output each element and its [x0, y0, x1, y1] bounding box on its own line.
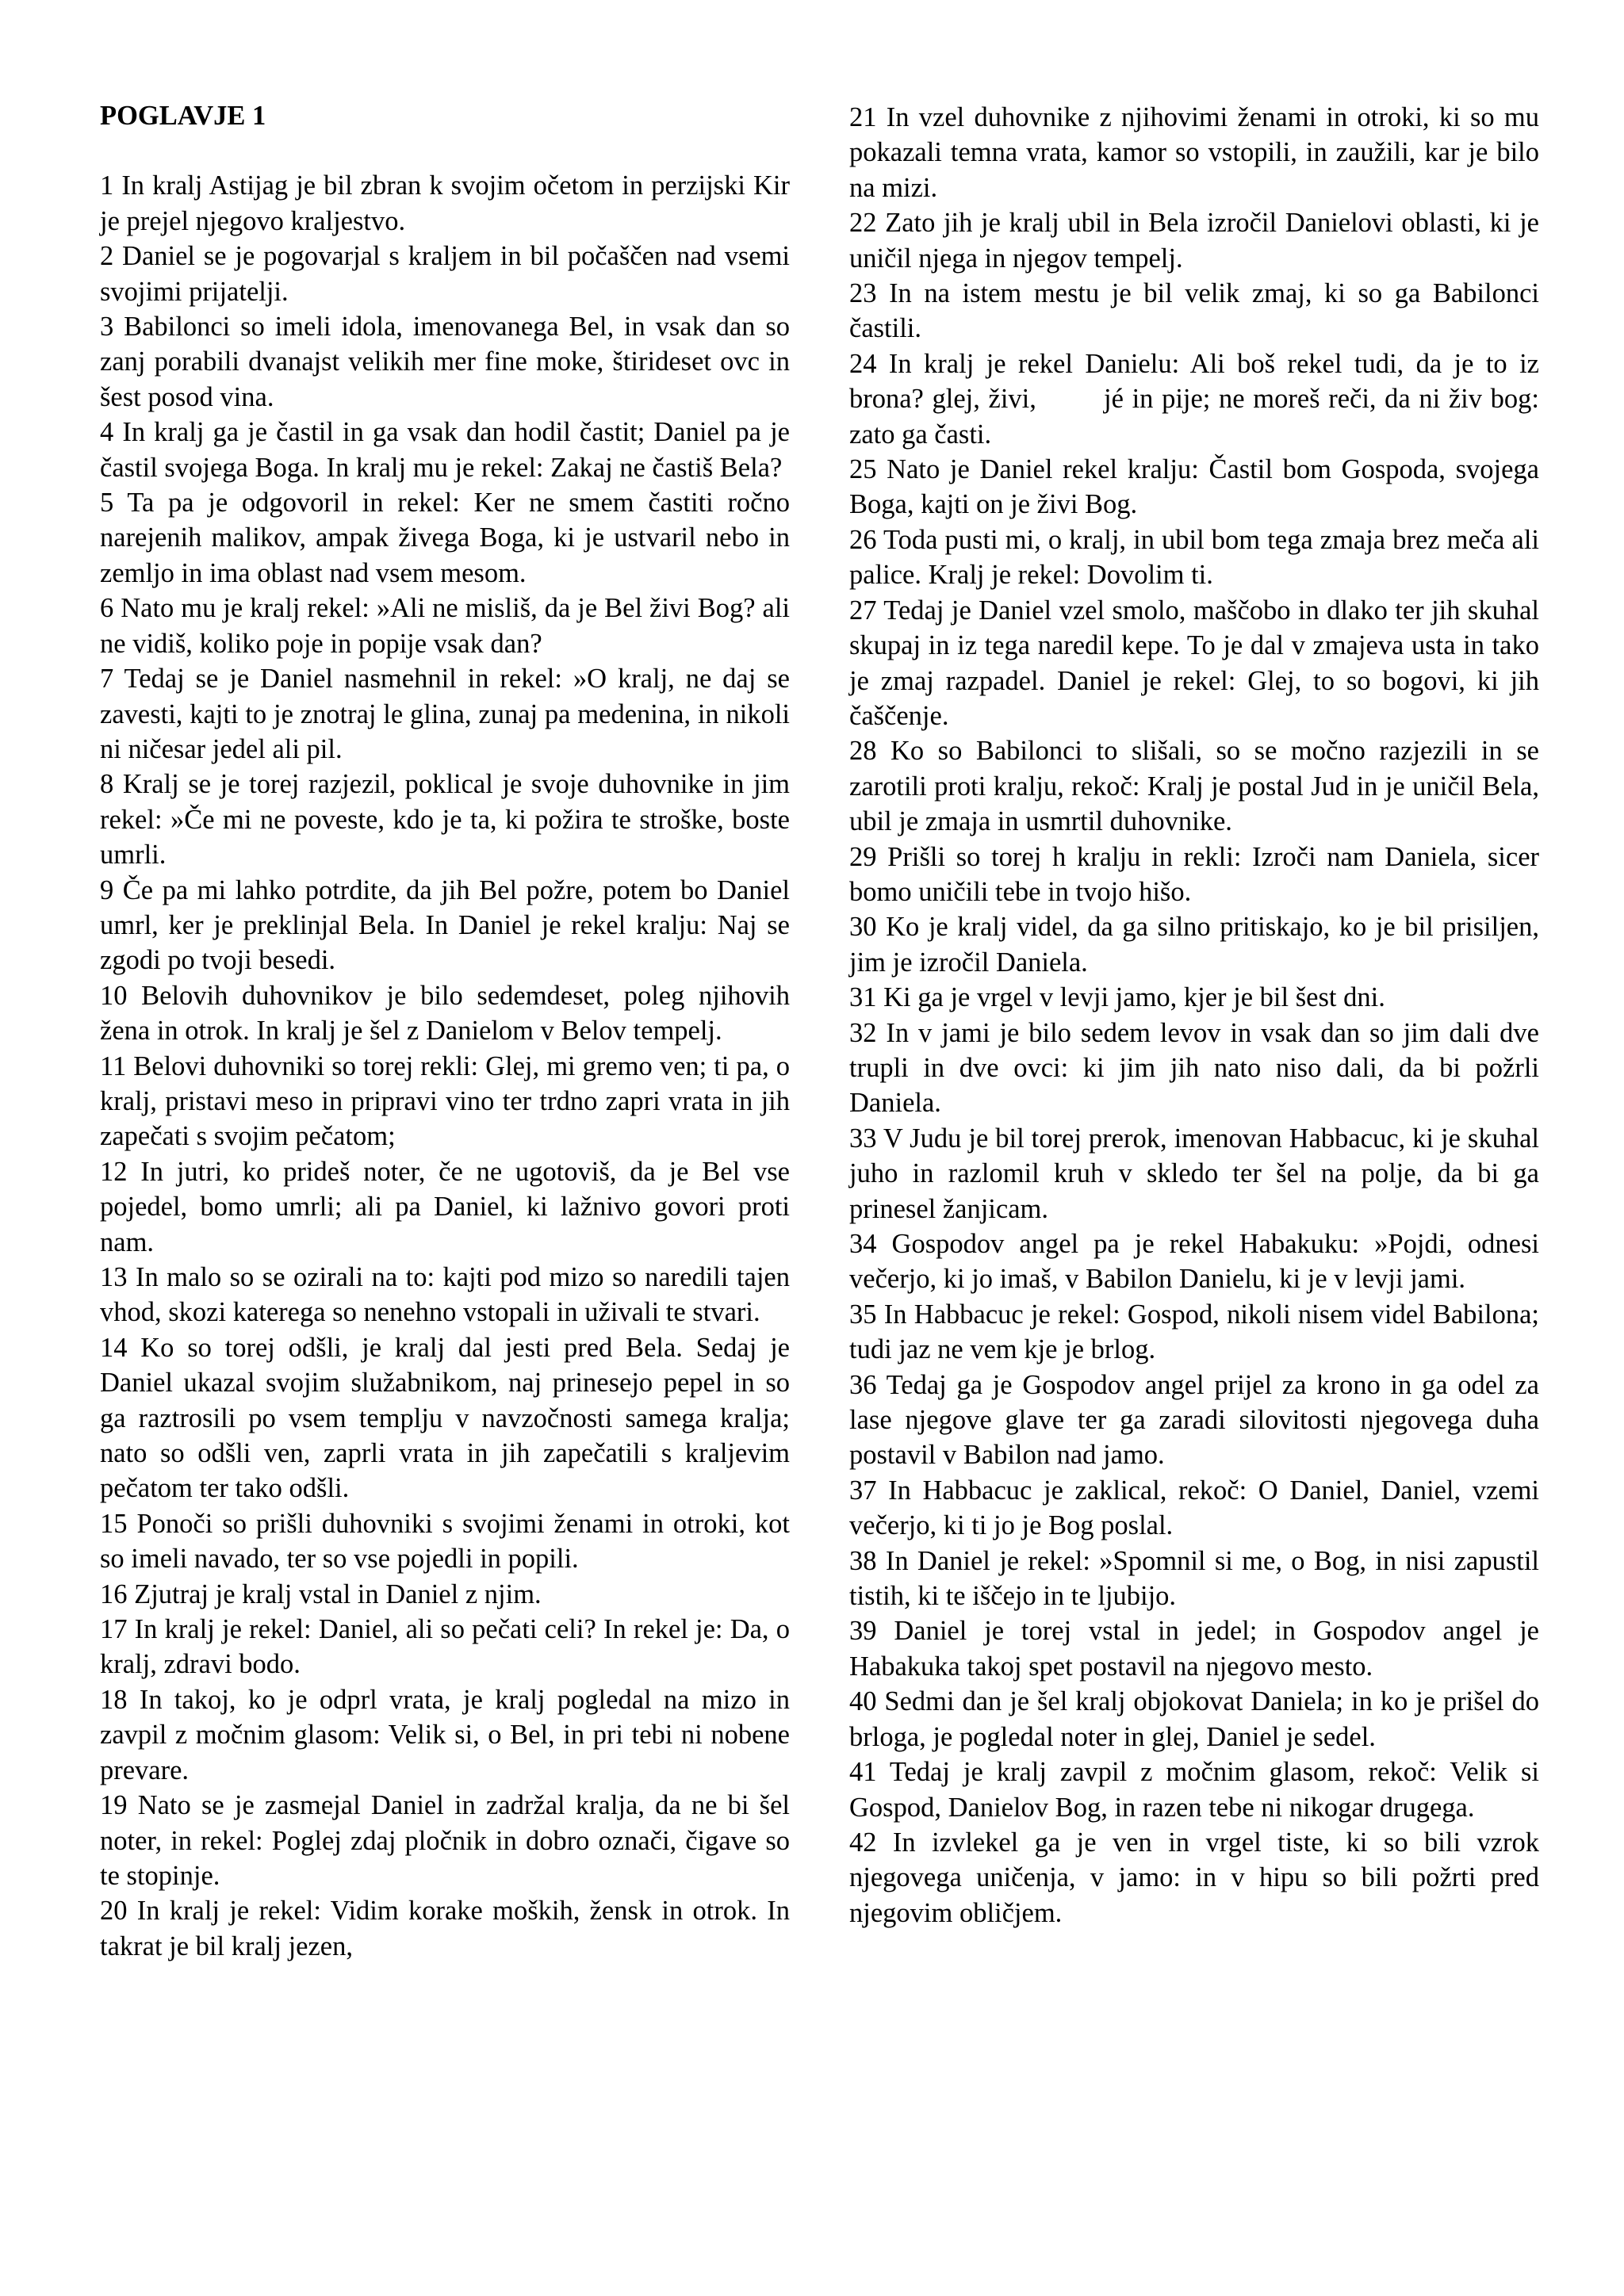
verse: 38 In Daniel je rekel: »Spomnil si me, o Bog, in nisi zapustil tistih, ki te iščejo in te ljubijo.	[849, 1545, 1539, 1612]
verse: 3 Babilonci so imeli idola, imenovanega Bel, in vsak dan so zanj porabili dvanajst velikih mer fine moke, štirideset ovc in šest posod vina.	[100, 312, 790, 412]
verse: 27 Tedaj je Daniel vzel smolo, maščobo in dlako ter jih skuhal skupaj in iz tega naredil kepe. To je dal v zmajeva usta in tako je zmaj razpadel. Daniel je rekel: Glej, to so bogovi, ki jih čaščenje.	[849, 595, 1539, 731]
verse: 34 Gospodov angel pa je rekel Habakuku: »Pojdi, odnesi večerjo, ki jo imaš, v Babilon Danielu, ki je v levji jami.	[849, 1229, 1539, 1295]
verse: 31 Ki ga je vrgel v levji jamo, kjer je bil šest dni.	[849, 982, 1385, 1013]
verse: 39 Daniel je torej vstal in jedel; in Gospodov angel je Habakuka takoj spet postavil na njegovo mesto.	[849, 1616, 1539, 1682]
verse: 6 Nato mu je kralj rekel: »Ali ne misliš, da je Bel živi Bog? ali ne vidiš, koliko poje in popije vsak dan?	[100, 593, 790, 659]
verse: 4 In kralj ga je častil in ga vsak dan hodil častit; Daniel pa je častil svojega Boga. In kralj mu je rekel: Zakaj ne častiš Bela?	[100, 417, 790, 483]
verse: 15 Ponoči so prišli duhovniki s svojimi ženami in otroki, kot so imeli navado, ter so vse pojedli in popili.	[100, 1508, 790, 1575]
verse: 30 Ko je kralj videl, da ga silno pritiskajo, ko je bil prisiljen, jim je izročil Daniela.	[849, 912, 1539, 978]
left-column	[100, 98, 790, 1964]
verse: 17 In kralj je rekel: Daniel, ali so pečati celi? In rekel je: Da, o kralj, zdravi bodo.	[100, 1614, 790, 1680]
verse: 9 Če pa mi lahko potrdite, da jih Bel požre, potem bo Daniel umrl, ker je preklinjal Bela. In Daniel je rekel kralju: Naj se zgodi po tvoji besedi.	[100, 874, 790, 976]
verse: 32 In v jami je bilo sedem levov in vsak dan so jim dali dve trupli in dve ovci: ki jim jih nato niso dali, da bi požrli Daniela.	[849, 1017, 1539, 1119]
verse: 36 Tedaj ga je Gospodov angel prijel za krono in ga odel za lase njegove glave ter ga zaradi silovitosti njegovega duha postavil v Babilon nad jamo.	[849, 1369, 1539, 1471]
verse: 18 In takoj, ko je odprl vrata, je kralj pogledal na mizo in zavpil z močnim glasom: Velik si, o Bel, in pri tebi ni nobene prevare.	[100, 1684, 790, 1785]
verse: 35 In Habbacuc je rekel: Gospod, nikoli nisem videl Babilona; tudi jaz ne vem kje je brlog.	[849, 1299, 1539, 1365]
verse: 40 Sedmi dan je šel kralj objokovat Daniela; in ko je prišel do brloga, je pogledal noter in glej, Daniel je sedel.	[849, 1686, 1539, 1752]
verse: 41 Tedaj je kralj zavpil z močnim glasom, rekoč: Velik si Gospod, Danielov Bog, in razen tebe ni nikogar drugega.	[849, 1757, 1539, 1823]
right-verses	[849, 100, 1539, 1931]
verse: 29 Prišli so torej h kralju in rekli: Izroči nam Daniela, sicer bomo uničili tebe in tvojo hišo.	[849, 841, 1539, 907]
verse: 22 Zato jih je kralj ubil in Bela izročil Danielovi oblasti, ki je uničil njega in njegov tempelj.	[849, 208, 1539, 274]
verse: 20 In kralj je rekel: Vidim korake moških, žensk in otrok. In takrat je bil kralj jezen,	[100, 1896, 790, 1961]
verse: 2 Daniel se je pogovarjal s kraljem in bil počaščen nad vsemi svojimi prijatelji.	[100, 241, 790, 307]
verse: 5 Ta pa je odgovoril in rekel: Ker ne smem častiti ročno narejenih malikov, ampak živega Boga, ki je ustvaril nebo in zemljo in ima oblast nad vsem mesom.	[100, 488, 790, 588]
verse: 25 Nato je Daniel rekel kralju: Častil bom Gospoda, svojega Boga, kajti on je živi Bog.	[849, 454, 1539, 520]
verse: 26 Toda pusti mi, o kralj, in ubil bom tega zmaja brez meča ali palice. Kralj je rekel: Dovolim ti.	[849, 524, 1539, 591]
verse: 21 In vzel duhovnike z njihovimi ženami in otroki, ki so mu pokazali temna vrata, kamor so vstopili, in zaužili, kar je bilo na mizi.	[849, 102, 1539, 203]
left-verses	[100, 168, 790, 1964]
verse: 11 Belovi duhovniki so torej rekli: Glej, mi gremo ven; ti pa, o kralj, pristavi meso in pripravi vino ter trdno zapri vrata in jih zapečati s svojim pečatom;	[100, 1050, 790, 1152]
verse: 12 In jutri, ko prideš noter, če ne ugotoviš, da je Bel vse pojedel, bomo umrli; ali pa Daniel, ki lažnivo govori proti nam.	[100, 1156, 790, 1257]
verse: 14 Ko so torej odšli, je kralj dal jesti pred Bela. Sedaj je Daniel ukazal svojim služabnikom, naj prinesejo pepel in so ga raztrosili po vsem templju v navzočnosti samega kralja; nato so odšli ven, zaprli vrata in jih zapečatili s kraljevim pečatom ter tako odšli.	[100, 1332, 790, 1504]
verse: 42 In izvlekel ga je ven in vrgel tiste, ki so bili vzrok njegovega uničenja, v jamo: in v hipu so bili požrti pred njegovim obličjem.	[849, 1827, 1539, 1928]
verse: 7 Tedaj se je Daniel nasmehnil in rekel: »O kralj, ne daj se zavesti, kajti to je znotraj le glina, zunaj pa medenina, in nikoli ni ničesar jedel ali pil.	[100, 664, 790, 764]
verse: 33 V Judu je bil torej prerok, imenovan Habbacuc, ki je skuhal juho in razlomil kruh v skledo ter šel na polje, da bi ga prinesel žanjicam.	[849, 1123, 1539, 1224]
verse: 13 In malo so se ozirali na to: kajti pod mizo so naredili tajen vhod, skozi katerega so nenehno vstopali in uživali te stvari.	[100, 1262, 790, 1328]
verse: 19 Nato se je zasmejal Daniel in zadržal kralja, da ne bi šel noter, in rekel: Poglej zdaj pločnik in dobro označi, čigave so te stopinje.	[100, 1790, 790, 1891]
verse: 28 Ko so Babilonci to slišali, so se močno razjezili in se zarotili proti kralju, rekoč: Kralj je postal Jud in je uničil Bela, ubil je zmaja in usmrtil duhovnike.	[849, 736, 1539, 837]
verse: 23 In na istem mestu je bil velik zmaj, ki so ga Babilonci častili.	[849, 278, 1539, 344]
verse: 37 In Habbacuc je zaklical, rekoč: O Daniel, Daniel, vzemi večerjo, ki ti jo je Bog poslal.	[849, 1475, 1539, 1541]
verse: 10 Belovih duhovnikov je bilo sedemdeset, poleg njihovih žena in otrok. In kralj je šel z Danielom v Belov tempelj.	[100, 980, 790, 1047]
verse: 8 Kralj se je torej razjezil, poklical je svoje duhovnike in jim rekel: »Če mi ne poveste, kdo je ta, ki požira te stroške, boste umrli.	[100, 769, 790, 871]
chapter-heading: POGLAVJE 1	[100, 101, 266, 131]
verse: 24 In kralj je rekel Danielu: Ali boš rekel tudi, da je to iz brona? glej, živi, jé in pije; ne moreš reči, da ni živ bog: zato ga časti.	[849, 348, 1539, 450]
verse: 1 In kralj Astijag je bil zbran k svojim očetom in perzijski Kir je prejel njegovo kraljestvo.	[100, 170, 790, 236]
verse: 16 Zjutraj je kralj vstal in Daniel z njim.	[100, 1578, 542, 1609]
right-column	[849, 100, 1539, 1931]
